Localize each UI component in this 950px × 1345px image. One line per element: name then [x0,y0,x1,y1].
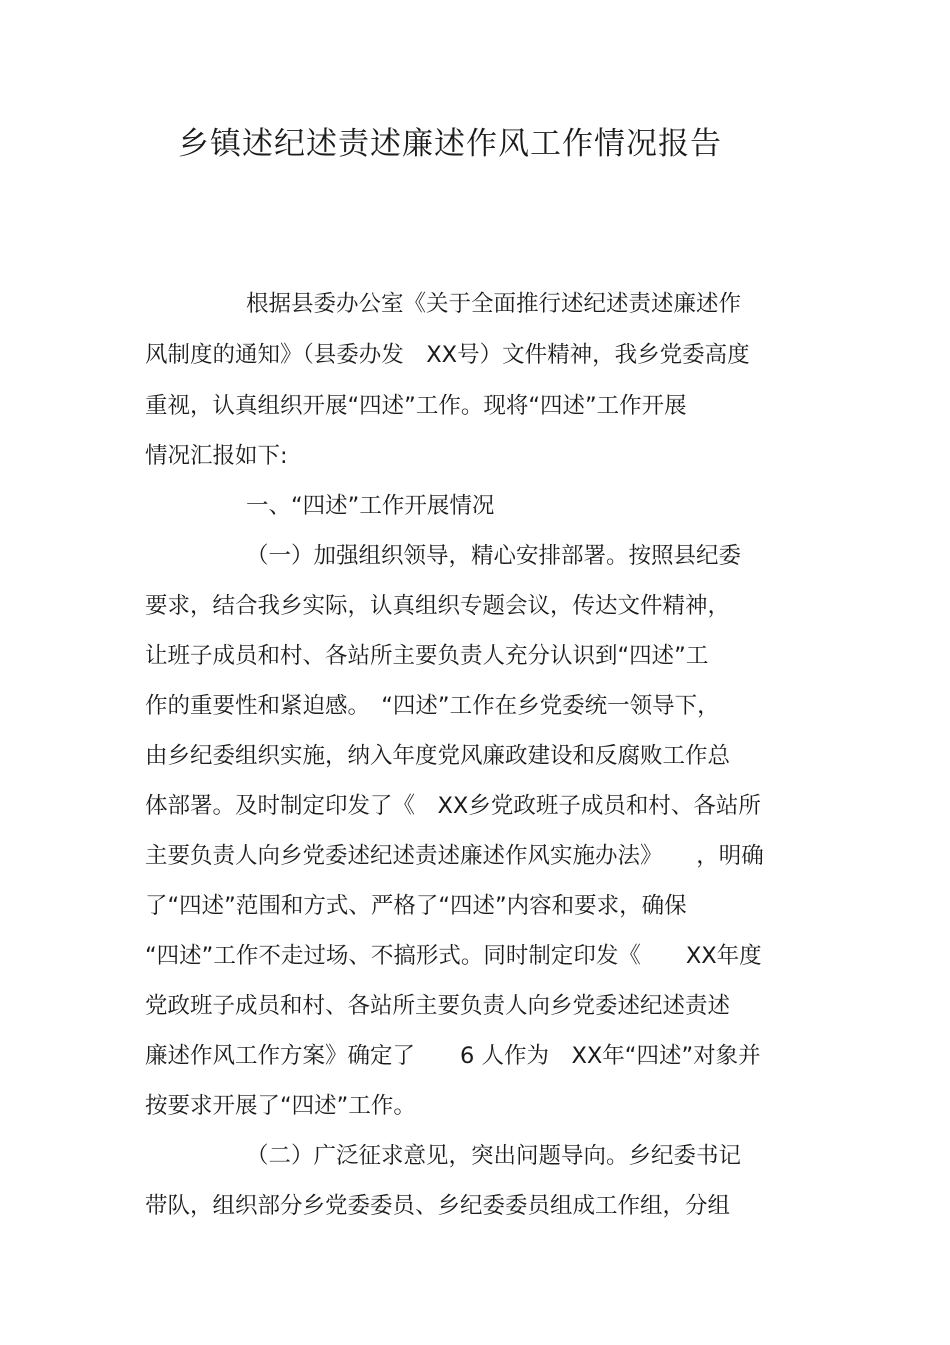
section-heading: 一、“四述”工作开展情况 [246,493,495,519]
paragraph-line: 作的重要性和紧迫感。 “四述”工作在乡党委统一领导下， [145,693,720,719]
paragraph-line: 情况汇报如下: [145,443,288,469]
paragraph-line: 党政班子成员和村、各站所主要负责人向乡党委述纪述责述 [145,993,731,1019]
paragraph-line: 由乡纪委组织实施，纳入年度党风廉政建设和反腐败工作总 [145,743,731,769]
paragraph-line: 重视，认真组织开展“四述”工作。现将“四述”工作开展 [145,393,687,419]
paragraph-line: 了“四述”范围和方式、严格了“四述”内容和要求，确保 [145,893,687,919]
paragraph-line: 按要求开展了“四述”工作。 [145,1093,416,1119]
paragraph-line: 主要负责人向乡党委述纪述责述廉述作风实施办法》 ，明确 [145,843,764,869]
paragraph-line: 根据县委办公室《关于全面推行述纪述责述廉述作 [246,291,742,317]
paragraph-line: “四述”工作不走过场、不搞形式。同时制定印发《 XX年度 [145,943,762,969]
paragraph-line: 风制度的通知》（县委办发 XX号）文件精神，我乡党委高度 [145,342,750,368]
paragraph-line: 要求，结合我乡实际，认真组织专题会议，传达文件精神， [145,593,731,619]
paragraph-line: 廉述作风工作方案》确定了 6 人作为 XX年“四述”对象并 [145,1043,761,1069]
paragraph-line: （二）广泛征求意见，突出问题导向。乡纪委书记 [246,1143,742,1169]
paragraph-line: 体部署。及时制定印发了《 XX乡党政班子成员和村、各站所 [145,793,761,819]
paragraph-line: （一）加强组织领导，精心安排部署。按照县纪委 [246,543,742,569]
paragraph-line: 让班子成员和村、各站所主要负责人充分认识到“四述”工 [145,643,709,669]
document-title: 乡镇述纪述责述廉述作风工作情况报告 [178,126,722,162]
paragraph-line: 带队，组织部分乡党委委员、乡纪委委员组成工作组，分组 [145,1193,731,1219]
